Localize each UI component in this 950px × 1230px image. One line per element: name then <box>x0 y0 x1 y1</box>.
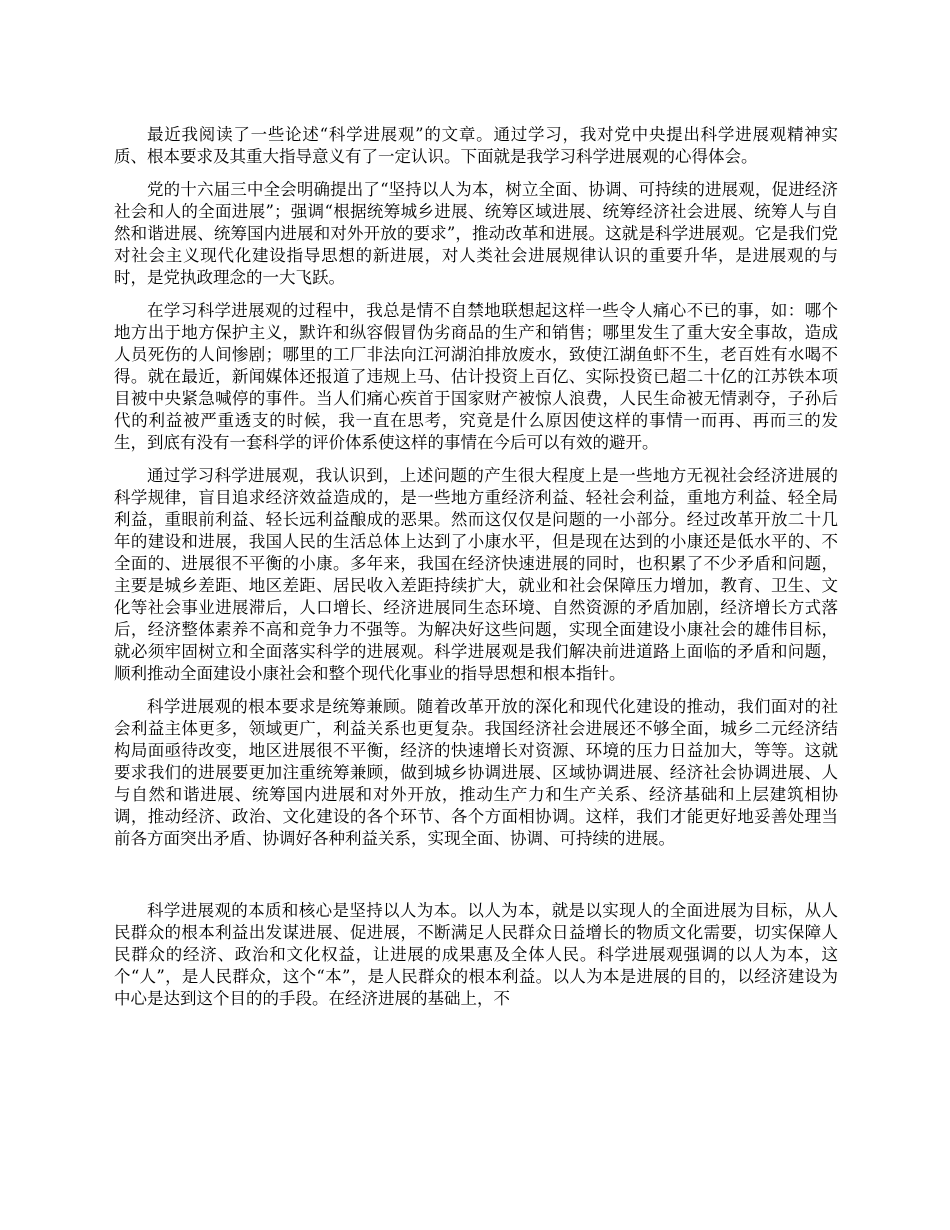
paragraph-core: 科学进展观的本质和核心是坚持以人为本。以人为本，就是以实现人的全面进展为目标，从人民群众的根本利益出发谋进展、促进展，不断满足人民群众日益增长的物质文化需要，切实保障人民群众的经济、政治和文化权益，让进展的成果惠及全体人民。科学进展观强调的以人为本，这个“人”，是人民群众，这个“本”，是人民群众的根本利益。以人为本是进展的目的，以经济建设为中心是达到这个目的的手段。在经济进展的基础上，不 <box>114 901 838 1008</box>
paragraph-understanding: 通过学习科学进展观，我认识到，上述问题的产生很大程度上是一些地方无视社会经济进展的科学规律，盲目追求经济效益造成的，是一些地方重经济利益、轻社会利益，重地方利益、轻全局利益，重眼前利益、轻长远利益酿成的恶果。然而这仅仅是问题的一小部分。经过改革开放二十几年的建设和进展，我国人民的生活总体上达到了小康水平，但是现在达到的小康还是低水平的、不全面的、进展很不平衡的小康。多年来，我国在经济快速进展的同时，也积累了不少矛盾和问题，主要是城乡差距、地区差距、居民收入差距持续扩大，就业和社会保障压力增加，教育、卫生、文化等社会事业进展滞后，人口增长、经济进展同生态环境、自然资源的矛盾加剧，经济增长方式落后，经济整体素养不高和竞争力不强等。为解决好这些问题，实现全面建设小康社会的雄伟目标，就必须牢固树立和全面落实科学的进展观。科学进展观是我们解决前进道路上面临的矛盾和问题，顺利推动全面建设小康社会和整个现代化事业的指导思想和根本指针。 <box>114 466 838 683</box>
paragraph-requirement: 科学进展观的根本要求是统筹兼顾。随着改革开放的深化和现代化建设的推动，我们面对的社会利益主体更多，领域更广，利益关系也更复杂。我国经济社会进展还不够全面，城乡二元经济结构局面亟待改变，地区进展很不平衡，经济的快速增长对资源、环境的压力日益加大，等等。这就要求我们的进展要更加注重统筹兼顾，做到城乡协调进展、区域协调进展、经济社会协调进展、人与自然和谐进展、统筹国内进展和对外开放，推动生产力和生产关系、经济基础和上层建筑相协调，推动经济、政治、文化建设的各个环节、各个方面相协调。这样，我们才能更好地妥善处理当前各方面突出矛盾、协调好各种利益关系，实现全面、协调、可持续的进展。 <box>114 697 838 848</box>
paragraph-reflection: 在学习科学进展观的过程中，我总是情不自禁地联想起这样一些令人痛心不已的事，如：哪个地方出于地方保护主义，默许和纵容假冒伪劣商品的生产和销售；哪里发生了重大安全事故，造成人员死伤的人间惨剧；哪里的工厂非法向江河湖泊排放废水，致使江湖鱼虾不生，老百姓有水喝不得。就在最近，新闻媒体还报道了违规上马、估计投资上百亿、实际投资已超二十亿的江苏铁本项目被中央紧急喊停的事件。当人们痛心疾首于国家财产被惊人浪费，人民生命被无情剥夺，子孙后代的利益被严重透支的时候，我一直在思考，究竟是什么原因使这样的事情一而再、再而三的发生，到底有没有一套科学的评价体系使这样的事情在今后可以有效的避开。 <box>114 301 838 452</box>
paragraph-definition: 党的十六届三中全会明确提出了“坚持以人为本，树立全面、协调、可持续的进展观，促进经济社会和人的全面进展”；强调“根据统筹城乡进展、统筹区域进展、统筹经济社会进展、统筹人与自然和谐进展、统筹国内进展和对外开放的要求”，推动改革和进展。这就是科学进展观。它是我们党对社会主义现代化建设指导思想的新进展，对人类社会进展规律认识的重要升华，是进展观的与时，是党执政理念的一大飞跃。 <box>114 180 838 287</box>
paragraph-intro: 最近我阅读了一些论述“科学进展观”的文章。通过学习，我对党中央提出科学进展观精神实质、根本要求及其重大指导意义有了一定认识。下面就是我学习科学进展观的心得体会。 <box>114 125 838 166</box>
document-body <box>114 124 838 1021</box>
